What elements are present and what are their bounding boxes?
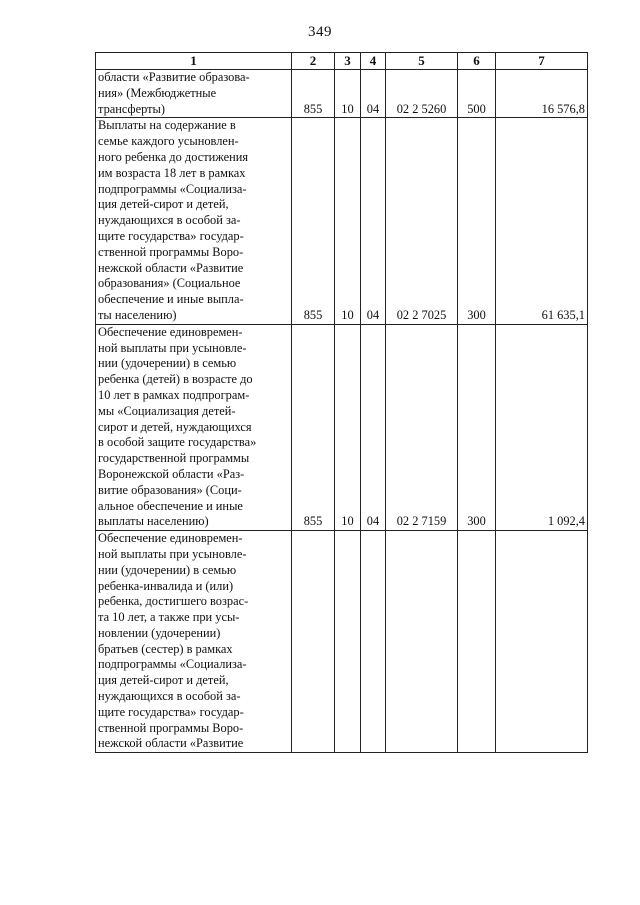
expense-type-cell: [458, 531, 496, 753]
description-line: нуждающихся в особой за-: [98, 689, 241, 704]
description-line: мы «Социализация детей-: [98, 403, 236, 418]
description-line: Воронежской области «Раз-: [98, 466, 245, 481]
description-line: сирот и детей, нуждающихся: [98, 419, 252, 434]
description-line: ты населению): [98, 307, 177, 322]
expense-type-cell: 300: [458, 118, 496, 324]
header-col-3: 3: [335, 53, 361, 70]
description-line: ной выплаты при усыновле-: [98, 546, 247, 561]
subsection-code-cell: 04: [361, 324, 386, 530]
description-line: ребенка, достигшего возрас-: [98, 594, 249, 609]
table-row: [96, 531, 588, 753]
description-line: в особой защите государства»: [98, 435, 257, 450]
section-code-cell: [335, 531, 361, 753]
description-line: трансферты): [98, 101, 165, 116]
row-description: [96, 324, 292, 530]
description-line: ния» (Межбюджетные: [98, 85, 217, 100]
header-col-1: 1: [96, 53, 292, 70]
budget-table: [95, 52, 588, 753]
description-line: та 10 лет, а также при усы-: [98, 610, 240, 625]
description-line: ного ребенка до достижения: [98, 149, 249, 164]
table-row: [96, 118, 588, 324]
header-col-2: 2: [292, 53, 335, 70]
description-line: ной выплаты при усыновле-: [98, 340, 247, 355]
target-article-cell: 02 2 7025: [386, 118, 458, 324]
description-line: нии (удочерении) в семью: [98, 562, 237, 577]
page-number: 349: [308, 24, 332, 40]
admin-code-cell: 855: [292, 118, 335, 324]
section-code-cell: 10: [335, 324, 361, 530]
description-line: новлении (удочерении): [98, 625, 221, 640]
description-line: ребенка-инвалида и (или): [98, 578, 234, 593]
table-row: [96, 70, 588, 118]
description-line: обеспечение и иные выпла-: [98, 292, 244, 307]
header-col-7: 7: [496, 53, 588, 70]
description-line: им возраста 18 лет в рамках: [98, 165, 246, 180]
target-article-cell: 02 2 5260: [386, 70, 458, 118]
description-line: подпрограммы «Социализа-: [98, 181, 247, 196]
target-article-cell: 02 2 7159: [386, 324, 458, 530]
description-line: витие образования» (Соци-: [98, 482, 242, 497]
amount-cell: 61 635,1: [496, 118, 588, 324]
header-col-5: 5: [386, 53, 458, 70]
description-line: альное обеспечение и иные: [98, 498, 243, 513]
description-line: образования» (Социальное: [98, 276, 241, 291]
subsection-code-cell: 04: [361, 118, 386, 324]
description-line: нии (удочерении) в семью: [98, 356, 237, 371]
expense-type-cell: 500: [458, 70, 496, 118]
row-description: [96, 531, 292, 753]
description-line: подпрограммы «Социализа-: [98, 657, 247, 672]
header-row: [96, 53, 588, 70]
description-line: щите государства» государ-: [98, 228, 244, 243]
admin-code-cell: [292, 531, 335, 753]
description-line: нежской области «Развитие: [98, 736, 244, 751]
amount-cell: [496, 531, 588, 753]
description-line: области «Развитие образова-: [98, 70, 250, 84]
description-line: ция детей-сирот и детей,: [98, 673, 229, 688]
amount-cell: 16 576,8: [496, 70, 588, 118]
description-line: ственной программы Воро-: [98, 720, 244, 735]
admin-code-cell: 855: [292, 70, 335, 118]
section-code-cell: 10: [335, 70, 361, 118]
description-line: семье каждого усыновлен-: [98, 134, 239, 149]
header-col-4: 4: [361, 53, 386, 70]
description-line: Обеспечение единовремен-: [98, 324, 243, 339]
admin-code-cell: 855: [292, 324, 335, 530]
description-line: братьев (сестер) в рамках: [98, 641, 233, 656]
target-article-cell: [386, 531, 458, 753]
description-line: нежской области «Развитие: [98, 260, 244, 275]
expense-type-cell: 300: [458, 324, 496, 530]
description-line: нуждающихся в особой за-: [98, 213, 241, 228]
subsection-code-cell: [361, 531, 386, 753]
description-line: ция детей-сирот и детей,: [98, 197, 229, 212]
amount-cell: 1 092,4: [496, 324, 588, 530]
section-code-cell: 10: [335, 118, 361, 324]
description-line: Выплаты на содержание в: [98, 118, 236, 133]
description-line: выплаты населению): [98, 514, 209, 529]
table-row: [96, 324, 588, 530]
description-line: государственной программы: [98, 451, 250, 466]
description-line: ственной программы Воро-: [98, 244, 244, 259]
row-description: [96, 70, 292, 118]
header-col-6: 6: [458, 53, 496, 70]
subsection-code-cell: 04: [361, 70, 386, 118]
description-line: Обеспечение единовремен-: [98, 531, 243, 546]
description-line: 10 лет в рамках подпрограм-: [98, 387, 250, 402]
row-description: [96, 118, 292, 324]
description-line: ребенка (детей) в возрасте до: [98, 372, 253, 387]
description-line: щите государства» государ-: [98, 704, 244, 719]
